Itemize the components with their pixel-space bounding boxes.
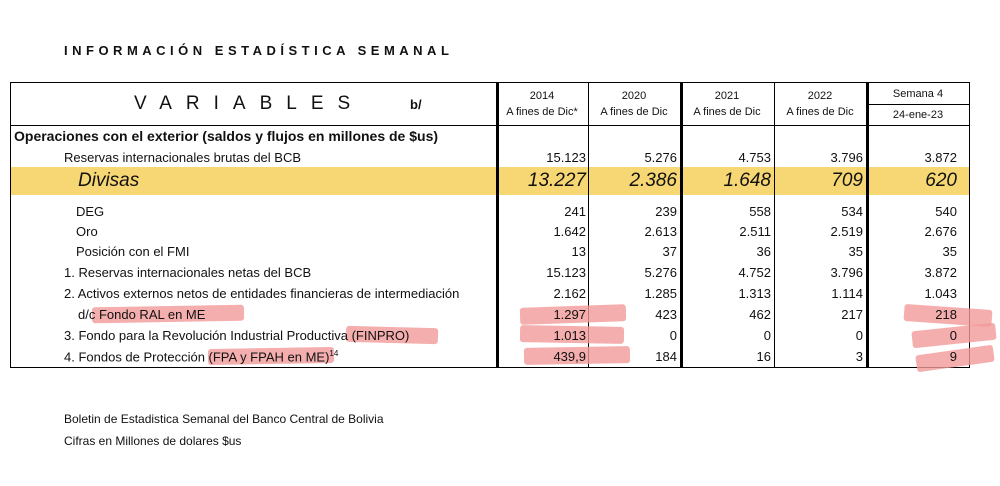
cell-row1-2021: 1.648 [723, 170, 771, 191]
cell-row6-2021: 1.313 [738, 286, 771, 301]
cell-row6-2022: 1.114 [831, 286, 863, 301]
cell-row2-semana: 540 [935, 204, 957, 219]
footer-source: Boletin de Estadistica Semanal del Banco Central de Bolivia [64, 412, 384, 426]
cell-row4-2022: 35 [848, 244, 863, 259]
row-label-divisas: Divisas [78, 170, 140, 191]
cell-row1-2022: 709 [831, 170, 863, 191]
cell-row7-2014: 1.297 [553, 307, 586, 322]
col-header-2014-year: 2014 [529, 90, 555, 102]
col-header-2021-sub: A fines de Dic [693, 106, 761, 118]
cell-row2-2014: 241 [564, 204, 586, 219]
semana-header-rule [866, 104, 970, 105]
cell-row1-semana: 620 [925, 170, 957, 191]
page-title: INFORMACIÓN ESTADÍSTICA SEMANAL [64, 43, 454, 58]
col-header-2014-sub: A fines de Dic* [506, 106, 578, 118]
cell-row9-2022: 3 [855, 349, 863, 364]
footnote-marker: 14 [329, 349, 339, 358]
cell-row7-2022: 217 [841, 307, 863, 322]
col-header-2021-year: 2021 [714, 90, 740, 102]
cell-row7-2021: 462 [749, 307, 771, 322]
row-label-oro: Oro [76, 224, 98, 239]
cell-row2-2022: 534 [841, 204, 863, 219]
cell-row7-semana: 218 [935, 307, 957, 322]
cell-row5-2020: 5.276 [644, 265, 677, 280]
cell-row5-semana: 3.872 [924, 265, 957, 280]
col-header-2020-sub: A fines de Dic [600, 106, 668, 118]
cell-row8-semana: 0 [949, 328, 957, 343]
cell-row4-2020: 37 [662, 244, 677, 259]
cell-row4-semana: 35 [942, 244, 957, 259]
cell-row3-2020: 2.613 [644, 224, 677, 239]
row-label-fondos-proteccion [64, 349, 338, 364]
cell-row3-2021: 2.511 [739, 224, 771, 239]
col-header-2020-year: 2020 [621, 90, 647, 102]
cell-row4-2021: 36 [756, 244, 771, 259]
cell-row3-semana: 2.676 [924, 224, 957, 239]
header-bottom-rule [10, 125, 970, 126]
cell-row0-2022: 3.796 [830, 150, 863, 165]
row-label-activos-externos: 2. Activos externos netos de entidades financieras de intermediación [64, 286, 460, 301]
cell-row9-2021: 16 [756, 349, 771, 364]
row-label-posicion-fmi: Posición con el FMI [76, 244, 190, 259]
cell-row5-2022: 3.796 [830, 265, 863, 280]
cell-row0-semana: 3.872 [924, 150, 957, 165]
cell-row2-2020: 239 [655, 204, 677, 219]
variables-header: VARIABLES [134, 93, 365, 114]
cell-row2-2021: 558 [749, 204, 771, 219]
row-label-deg: DEG [76, 204, 105, 219]
row-label-fondo-ral: d/c Fondo RAL en ME [78, 307, 206, 322]
section-title: Operaciones con el exterior (saldos y flujos en millones de $us) [14, 128, 439, 144]
cell-row8-2014: 1.013 [553, 328, 586, 343]
col-header-semana: Semana 4 [892, 88, 944, 100]
cell-row1-2020: 2.386 [629, 170, 677, 191]
row-label-reservas-netas: 1. Reservas internacionales netas del BCB [64, 265, 312, 280]
cell-row0-2021: 4.753 [738, 150, 771, 165]
cell-row1-2014: 13.227 [527, 170, 586, 191]
cell-row3-2014: 1.642 [553, 224, 586, 239]
row-label-finpro: 3. Fondo para la Revolución Industrial Productiva (FINPRO) [64, 328, 410, 343]
cell-row5-2014: 15.123 [546, 265, 586, 280]
cell-row7-2020: 423 [655, 307, 677, 322]
row-label-reservas-brutas: Reservas internacionales brutas del BCB [64, 150, 302, 165]
col-header-semana-date: 24-ene-23 [892, 109, 944, 121]
cell-row9-semana: 9 [949, 349, 957, 364]
footer-units: Cifras en Millones de dolares $us [64, 434, 242, 448]
cell-row8-2020: 0 [669, 328, 677, 343]
cell-row9-2020: 184 [655, 349, 677, 364]
cell-row8-2022: 0 [855, 328, 863, 343]
cell-row6-2014: 2.162 [553, 286, 586, 301]
col-header-2022-year: 2022 [807, 90, 833, 102]
cell-row9-2014: 439,9 [553, 349, 586, 364]
cell-row6-semana: 1.043 [924, 286, 957, 301]
cell-row4-2014: 13 [571, 244, 586, 259]
variables-header-suffix: b/ [410, 97, 422, 112]
row-label-fondos-proteccion-text: 4. Fondos de Protección (FPA y FPAH en ME) [64, 349, 330, 365]
cell-row8-2021: 0 [763, 328, 771, 343]
col-header-2022-sub: A fines de Dic [786, 106, 854, 118]
cell-row6-2020: 1.285 [644, 286, 677, 301]
cell-row0-2020: 5.276 [644, 150, 677, 165]
cell-row5-2021: 4.752 [738, 265, 771, 280]
cell-row3-2022: 2.519 [830, 224, 863, 239]
cell-row0-2014: 15.123 [546, 150, 586, 165]
